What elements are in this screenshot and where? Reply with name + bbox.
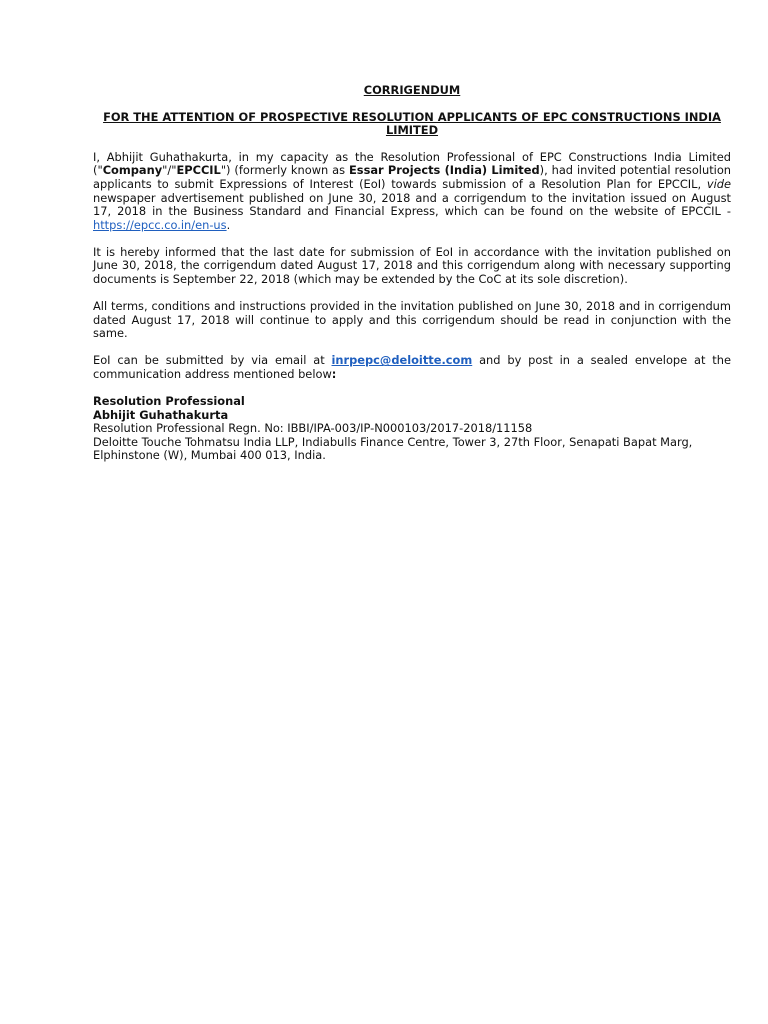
- signature-address-line-2: Elphinstone (W), Mumbai 400 013, India.: [93, 448, 326, 463]
- email-link[interactable]: inrpepc@deloitte.com: [331, 353, 473, 368]
- vide-term: vide: [706, 176, 731, 191]
- deadline-paragraph: It is hereby informed that the last date for submission of EoI in accordance with the invitation published on June 30, 2018, the corrigendum dated August 17, 2018 and this corrigendum along with necessary supporting documents is September 22, 2018 (which may be extended by the CoC at its sole discretion).: [93, 244, 731, 287]
- submission-text-1: EoI can be submitted by via email at: [93, 353, 332, 368]
- submission-text-2: and by post in a sealed envelope at the communication address mentioned below: [93, 353, 732, 381]
- intro-text-6: .: [226, 217, 231, 232]
- signature-address-line-1: Deloitte Touche Tohmatsu India LLP, Indiabulls Finance Centre, Tower 3, 27th Floor, Senapati Bapat Marg,: [93, 434, 693, 449]
- signature-regn: Resolution Professional Regn. No: IBBI/IPA-003/IP-N000103/2017-2018/11158: [93, 421, 533, 436]
- document-subtitle: FOR THE ATTENTION OF PROSPECTIVE RESOLUTION APPLICANTS OF EPC CONSTRUCTIONS INDIA LIMITED: [103, 109, 721, 138]
- intro-text-1: I, Abhijit Guhathakurta, in my capacity as the Resolution Professional of EPC Constructions India Limited (": [93, 149, 731, 178]
- intro-paragraph: [93, 151, 731, 233]
- intro-text-5: newspaper advertisement published on June 30, 2018 and a corrigendum to the invitation issued on August 17, 2018 in the Business Standard and Financial Express, which can be found on the website of EPCCIL -: [93, 190, 731, 219]
- submission-paragraph: [93, 354, 731, 381]
- terms-paragraph: All terms, conditions and instructions provided in the invitation published on June 30, 2018 and in corrigendum dated August 17, 2018 will continue to apply and this corrigendum should be read in conjunction with the same.: [93, 299, 731, 341]
- website-link[interactable]: https://epcc.co.in/en-us: [93, 217, 227, 232]
- document-page: [93, 84, 731, 463]
- company-term: Company: [102, 163, 163, 178]
- submission-colon: :: [331, 367, 337, 381]
- intro-text-4: ), had invited potential resolution applicants to submit Expressions of Interest (EoI) towards submission of a Resolution Plan for EPCCIL,: [93, 163, 732, 191]
- signature-block: [93, 395, 731, 463]
- intro-text-2: "/": [162, 163, 177, 178]
- document-title: CORRIGENDUM: [363, 83, 461, 97]
- essar-term: Essar Projects (India) Limited: [349, 163, 540, 178]
- intro-text-3: ") (formerly known as: [220, 163, 350, 178]
- signature-role: Resolution Professional: [93, 394, 245, 409]
- epccil-term: EPCCIL: [176, 163, 221, 178]
- signature-name: Abhijit Guhathakurta: [93, 407, 229, 422]
